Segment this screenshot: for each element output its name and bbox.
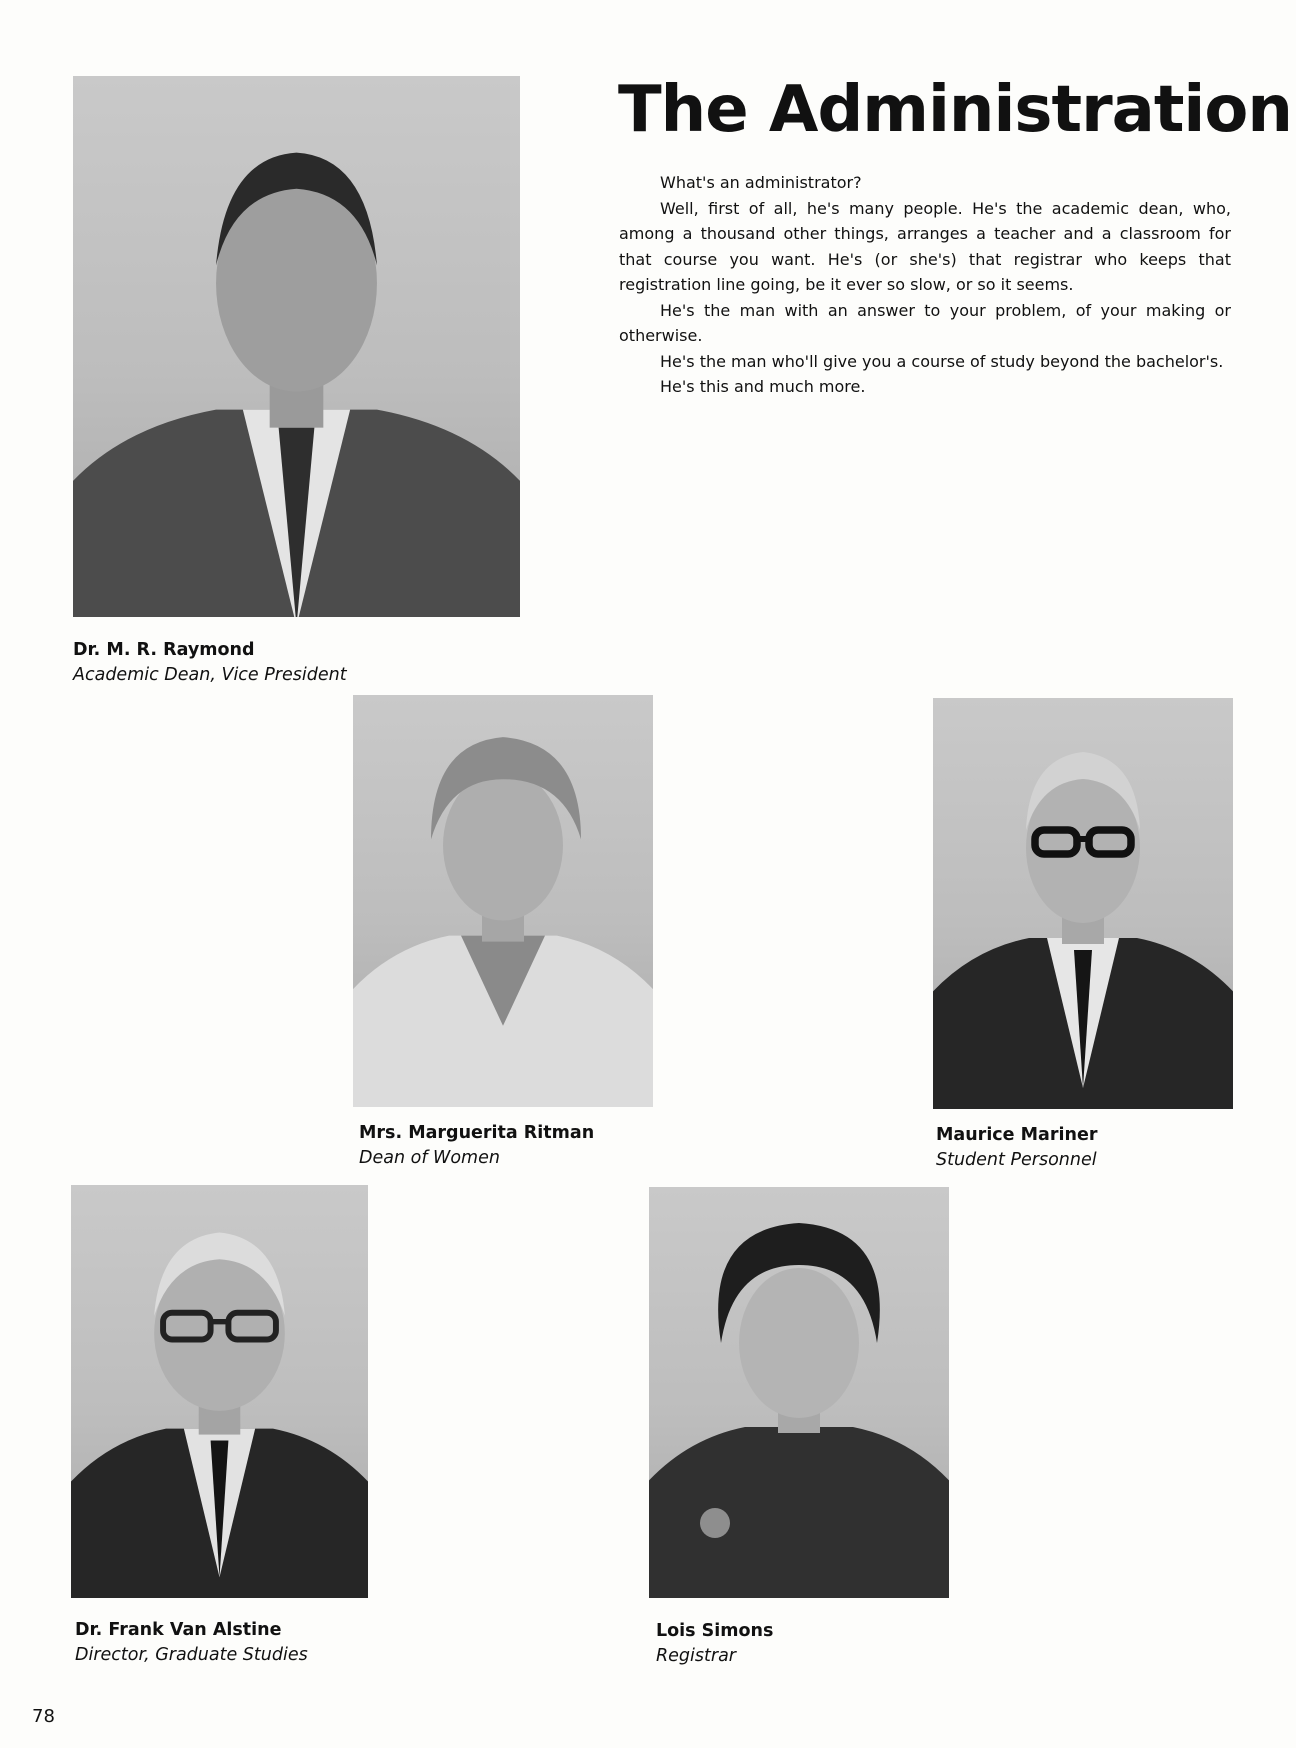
person-title: Director, Graduate Studies xyxy=(75,1645,308,1665)
intro-paragraph: What's an administrator? xyxy=(660,173,862,192)
person-name: Dr. M. R. Raymond xyxy=(73,640,255,660)
person-name: Dr. Frank Van Alstine xyxy=(75,1620,282,1640)
intro-text xyxy=(619,170,1231,400)
portrait-photo-mariner xyxy=(933,698,1233,1109)
person-title: Dean of Women xyxy=(359,1148,500,1168)
intro-paragraph: He's this and much more. xyxy=(660,377,866,396)
portrait-photo-van-alstine xyxy=(71,1185,368,1598)
person-title: Registrar xyxy=(656,1646,736,1666)
person-title: Student Personnel xyxy=(936,1150,1097,1170)
person-name: Maurice Mariner xyxy=(936,1125,1098,1145)
page-title: The Administration xyxy=(618,73,1292,147)
intro-paragraph: He's the man who'll give you a course of study beyond the bachelor's. xyxy=(660,351,1224,371)
portrait-photo-simons xyxy=(649,1187,949,1598)
portrait-photo-raymond xyxy=(73,76,520,617)
person-name: Mrs. Marguerita Ritman xyxy=(359,1123,595,1143)
portrait-photo-ritman xyxy=(353,695,653,1107)
person-name: Lois Simons xyxy=(656,1621,774,1641)
intro-paragraph: Well, first of all, he's many people. He's the academic dean, who, among a thousand other things, arranges a teacher and a classroom for that course you want. He's (or she's) that registrar who keeps that registration line going, be it ever so slow, or so it seems. xyxy=(619,198,1231,294)
person-title: Academic Dean, Vice President xyxy=(73,665,347,685)
page-number: 78 xyxy=(32,1706,55,1727)
intro-paragraph: He's the man with an answer to your problem, of your making or otherwise. xyxy=(619,300,1231,345)
